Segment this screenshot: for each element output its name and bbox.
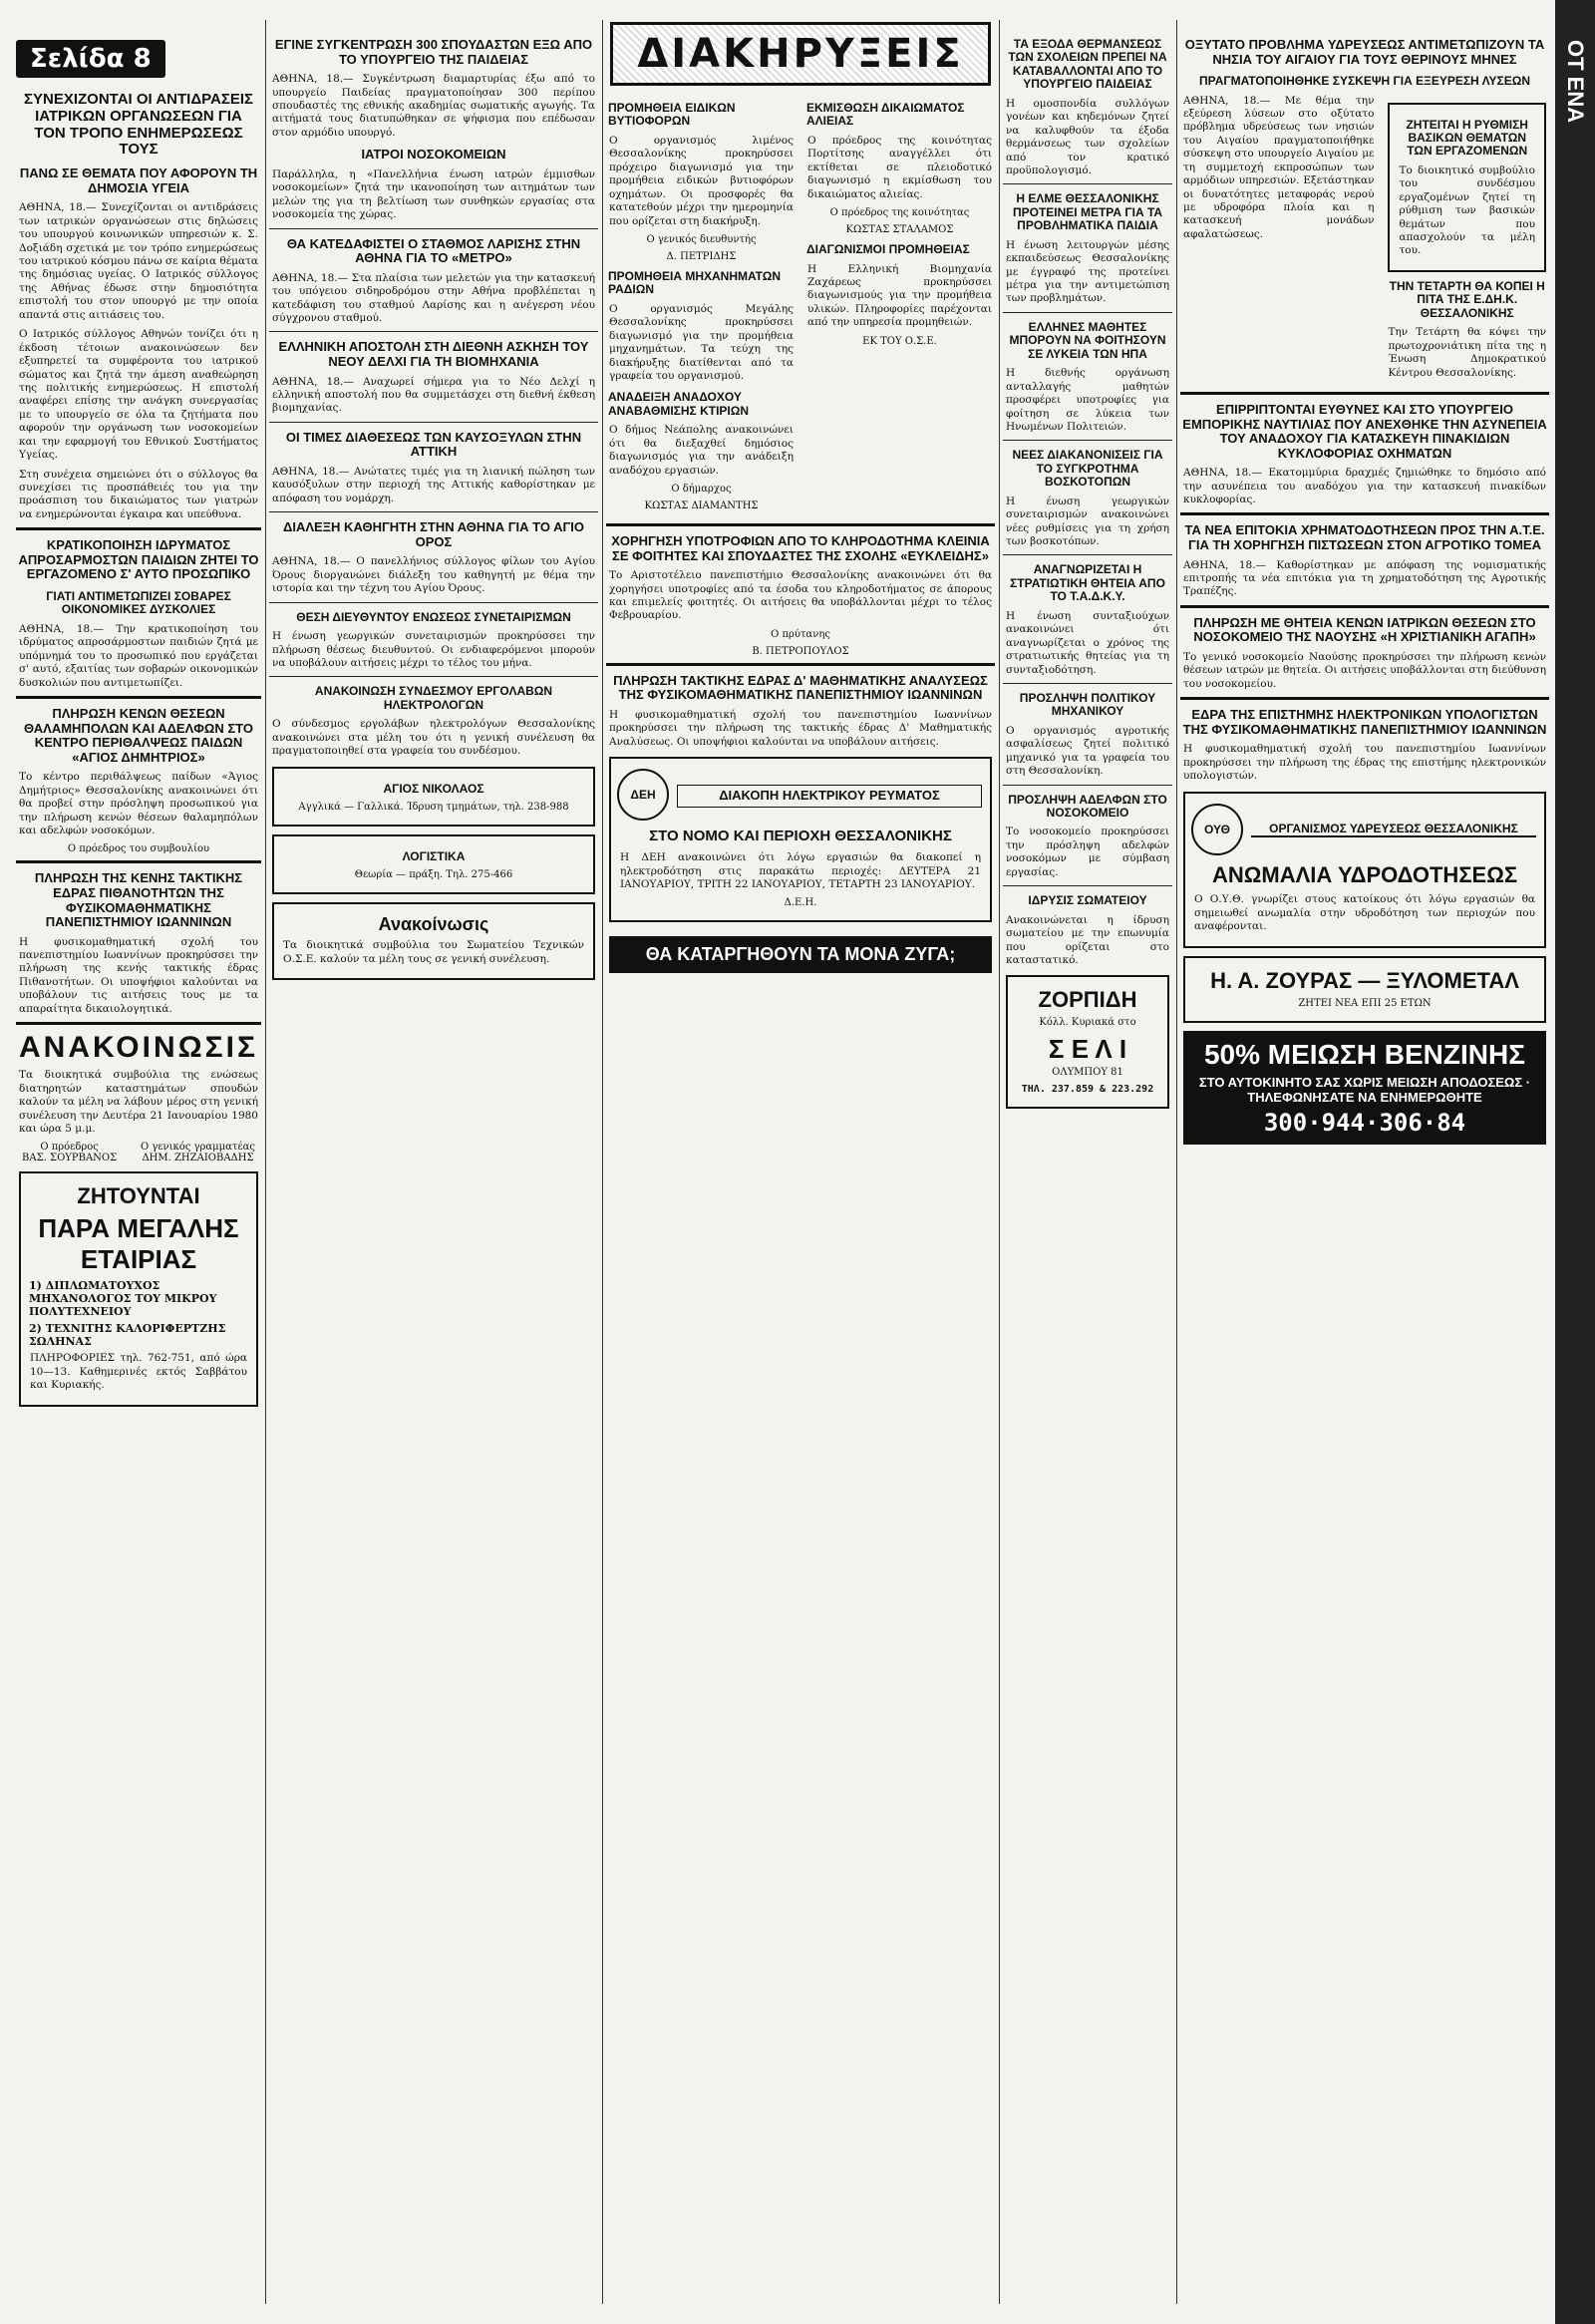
article-body: ΑΘΗΝΑ, 18.— Ο πανελλήνιος σύλλογος φίλων του Αγίου Όρους διοργανώνει διάλεξη του καθηγητή με θέμα την ιστορία και την τέχνη του Αγίου Όρους. — [272, 555, 595, 595]
divider — [1003, 554, 1172, 555]
divider — [1180, 697, 1549, 700]
article-headline: ΟΙ ΤΙΜΕΣ ΔΙΑΘΕΣΕΩΣ ΤΩΝ ΚΑΥΣΟΞΥΛΩΝ ΣΤΗΝ ΑΤΤΙΚΗ — [285, 429, 582, 460]
column-1 — [16, 0, 261, 2324]
article-headline: ΕΛΛΗΝΕΣ ΜΑΘΗΤΕΣ ΜΠΟΡΟΥΝ ΝΑ ΦΟΙΤΗΣΟΥΝ ΣΕ ΛΥΚΕΙΑ ΤΩΝ ΗΠΑ — [1009, 319, 1166, 361]
notice-body: Ο οργανισμός λιμένος Θεσσαλονίκης προκηρύσσει πρόχειρο διαγωνισμό για την προμήθεια ειδικών βυτιοφόρων οχημάτων. Οι προσφορές θα κατατεθούν μέχρι την ημερομηνία που ορίζεται στη διακήρυξη. — [609, 134, 794, 227]
declarations-grid — [606, 94, 995, 517]
article-body: Η ένωση συνταξιούχων ανακοινώνει ότι αναγνωρίζεται ο χρόνος της στρατιωτικής θητείας για τη συνταξιοδότηση. — [1006, 609, 1169, 676]
sig-right-title: Ο γενικός γραμματέας — [140, 1142, 255, 1154]
divider — [16, 860, 261, 863]
notice-headline: ΠΡΟΜΗΘΕΙΑ ΕΙΔΙΚΩΝ ΒΥΤΙΟΦΟΡΩΝ — [608, 101, 736, 129]
divider — [606, 523, 995, 526]
divider — [269, 676, 598, 677]
page-label: Σελίδα 8 — [16, 40, 165, 78]
sidebar-box — [1388, 103, 1546, 272]
ad-body: ΖΗΤΕΙ ΝΕΑ ΕΠΙ 25 ΕΤΩΝ — [1298, 997, 1432, 1009]
article-headline: Η ΕΛΜΕ ΘΕΣΣΑΛΟΝΙΚΗΣ ΠΡΟΤΕΙΝΕΙ ΜΕΤΡΑ ΓΙΑ ΤΑ ΠΡΟΒΛΗΜΑΤΙΚΑ ΠΑΙΔΙΑ — [1012, 191, 1163, 233]
oyth-logo-icon: ΟΥΘ — [1191, 804, 1243, 855]
column-rule — [602, 20, 603, 2304]
column-3 — [606, 0, 995, 2324]
lead-body-3: Στη συνέχεια σημειώνει ότι ο σύλλογος θα συνεχίσει τις προσπάθειές του για την προάσπιση του δικαιώματος των γιατρών να ενημερώνονται έγκαιρα και υπεύθυνα. — [19, 468, 258, 520]
article-subheadline: ΠΡΑΓΜΑΤΟΠΟΙΗΘΗΚΕ ΣΥΣΚΕΨΗ ΓΙΑ ΕΞΕΥΡΕΣΗ ΛΥΣΕΩΝ — [1198, 74, 1530, 89]
article-headline: ΔΙΑΛΕΞΗ ΚΑΘΗΓΗΤΗ ΣΤΗΝ ΑΘΗΝΑ ΓΙΑ ΤΟ ΑΓΙΟ ΟΡΟΣ — [283, 519, 584, 549]
signature-name: ΚΩΣΤΑΣ ΔΙΑΜΑΝΤΗΣ — [644, 500, 759, 512]
sig-right-name: ΔΗΜ. ΖΗΖΑΙΟΒΑΔΗΣ — [142, 1153, 254, 1164]
announcement-signatures — [22, 1142, 255, 1163]
article-subheadline: ΓΙΑΤΙ ΑΝΤΙΜΕΤΩΠΙΖΕΙ ΣΟΒΑΡΕΣ ΟΙΚΟΝΟΜΙΚΕΣ ΔΥΣΚΟΛΙΕΣ — [46, 588, 231, 617]
fuel-ad — [1183, 1031, 1546, 1145]
article-body: Το γενικό νοσοκομείο Ναούσης προκηρύσσει την πλήρωση κενών θέσεων ιατρών με θητεία. Οι αιτήσεις υποβάλλονται στη διεύθυνση του νοσοκομείου. — [1183, 650, 1546, 690]
divider — [269, 228, 598, 229]
lead-subheadline: ΠΑΝΩ ΣΕ ΘΕΜΑΤΑ ΠΟΥ ΑΦΟΡΟΥΝ ΤΗ ΔΗΜΟΣΙΑ ΥΓΕΙΑ — [19, 166, 258, 195]
small-ad — [272, 834, 595, 894]
article-headline: ΤΑ ΝΕΑ ΕΠΙΤΟΚΙΑ ΧΡΗΜΑΤΟΔΟΤΗΣΕΩΝ ΠΡΟΣ ΤΗΝ Α.Τ.Ε. ΓΙΑ ΤΗ ΧΟΡΗΓΗΣΗ ΠΙΣΤΩΣΕΩΝ ΣΤΟΝ ΑΓΡΟΤΙΚΟ ΤΟΜΕΑ — [1184, 522, 1545, 553]
ad-phone: 300·944·306·84 — [1263, 1108, 1466, 1137]
article-headline: ΘΕΣΗ ΔΙΕΥΘΥΝΤΟΥ ΕΝΩΣΕΩΣ ΣΥΝΕΤΑΙΡΙΣΜΩΝ — [296, 609, 571, 624]
article-headline: ΠΛΗΡΩΣΗ ΤΗΣ ΚΕΝΗΣ ΤΑΚΤΙΚΗΣ ΕΔΡΑΣ ΠΙΘΑΝΟΤΗΤΩΝ ΤΗΣ ΦΥΣΙΚΟΜΑΘΗΜΑΤΙΚΗΣ ΠΑΝΕΠΙΣΤΗΜΙΟΥ ΙΩΑΝΝΙΝΩΝ — [34, 870, 243, 930]
signature: Ο πρόεδρος της κοινότητας — [829, 207, 970, 219]
article-body: Το κέντρο περιθάλψεως παίδων «Άγιος Δημήτριος» Θεσσαλονίκης ανακοινώνει ότι θα προβεί στην πρόσληψη προσωπικού για την πλήρωση κενών θέσεων θαλαμηπόλων και αδελφών νοσοκόμων. — [19, 771, 258, 836]
divider — [16, 1022, 261, 1025]
ad-headline: ΛΟΓΙΣΤΙΚΑ — [402, 849, 466, 864]
signature: ΕΚ ΤΟΥ Ο.Σ.Ε. — [862, 335, 937, 347]
article-headline: ΠΡΟΣΛΗΨΗ ΑΔΕΛΦΩΝ ΣΤΟ ΝΟΣΟΚΟΜΕΙΟ — [1008, 792, 1167, 820]
article-headline: ΟΞΥΤΑΤΟ ΠΡΟΒΛΗΜΑ ΥΔΡΕΥΣΕΩΣ ΑΝΤΙΜΕΤΩΠΙΖΟΥΝ ΤΑ ΝΗΣΙΑ ΤΟΥ ΑΙΓΑΙΟΥ ΓΙΑ ΤΟΥΣ ΘΕΡΙΝΟΥΣ ΜΗΝΕΣ — [1184, 37, 1545, 67]
signature-name: ΚΩΣΤΑΣ ΣΤΑΛΑΜΟΣ — [845, 224, 954, 236]
article-headline: ΘΑ ΚΑΤΕΔΑΦΙΣΤΕΙ Ο ΣΤΑΘΜΟΣ ΛΑΡΙΣΗΣ ΣΤΗΝ ΑΘΗΝΑ ΓΙΑ ΤΟ «ΜΕΤΡΟ» — [286, 235, 581, 266]
ad-title: ΖΗΤΟΥΝΤΑΙ — [77, 1183, 200, 1209]
article-headline: ΤΑ ΕΞΟΔΑ ΘΕΡΜΑΝΣΕΩΣ ΤΩΝ ΣΧΟΛΕΙΩΝ ΠΡΕΠΕΙ ΝΑ ΚΑΤΑΒΑΛΛΟΝΤΑΙ ΑΠΟ ΤΟ ΥΠΟΥΡΓΕΙΟ ΠΑΙΔΕΙΑΣ — [1008, 37, 1167, 92]
article-body: Η ομοσπονδία συλλόγων γονέων και κηδεμόνων ζητεί να καλυφθούν τα έξοδα θερμάνσεως των σχολείων από τον κρατικό προϋπολογισμό. — [1006, 97, 1169, 176]
signature: Ο πρόεδρος του συμβουλίου — [67, 843, 210, 855]
article-headline: ΠΡΟΣΛΗΨΗ ΠΟΛΙΤΙΚΟΥ ΜΗΧΑΝΙΚΟΥ — [1019, 690, 1156, 719]
divider — [269, 331, 598, 332]
ad-body: Θεωρία — πράξη. Τηλ. 275-466 — [354, 869, 513, 881]
divider — [1003, 785, 1172, 786]
signature: Δ.Ε.Η. — [784, 897, 817, 909]
article-body: Την Τετάρτη θα κόψει την πρωτοχρονιάτικη πίτα της η Ένωση Δημοκρατικού Κέντρου Θεσσαλονίκης. — [1388, 326, 1546, 379]
article-body: ΑΘΗΝΑ, 18.— Εκατομμύρια δραχμές ζημιώθηκε το δημόσιο από την ασυνέπεια του αναδόχου για την κατασκευή πινακίδων κυκλοφορίας. — [1183, 467, 1546, 506]
divider — [16, 527, 261, 530]
column-rule — [999, 20, 1000, 2304]
deh-logo-icon: ΔΕΗ — [617, 769, 669, 821]
notice-label: ΔΙΑΚΟΠΗ ΗΛΕΚΤΡΙΚΟΥ ΡΕΥΜΑΤΟΣ — [677, 785, 982, 808]
article-headline: ΑΝΑΓΝΩΡΙΖΕΤΑΙ Η ΣΤΡΑΤΙΩΤΙΚΗ ΘΗΤΕΙΑ ΑΠΟ ΤΟ Τ.Α.Δ.Κ.Υ. — [1010, 562, 1165, 604]
article-body: ΑΘΗΝΑ, 18.— Την κρατικοποίηση του ιδρύματος απροσάρμοστων παιδιών ζητά με υπόμνημά του το προσωπικό που εργάζεται σ' αυτό, εξαιτίας των σοβαρών οικονομικών δυσκολιών που αντιμετωπίζει. — [19, 622, 258, 689]
ad-info: ΠΛΗΡΟΦΟΡΙΕΣ τηλ. 762-751, από ώρα 10—13. Καθημερινές εκτός Σαββάτου και Κυριακής. — [30, 1352, 247, 1392]
article-body: ΑΘΗΝΑ, 18.— Αναχωρεί σήμερα για το Νέο Δελχί η ελληνική αποστολή που θα συμμετάσχει στη διεθνή έκθεση βιομηχανίας. — [272, 375, 595, 415]
power-outage-notice — [609, 757, 992, 922]
divider — [1180, 512, 1549, 515]
notice-body: Ο οργανισμός Μεγάλης Θεσσαλονίκης προκηρύσσει διαγωνισμό για την προμήθεια μηχανημάτων. Τα τεύχη της διακήρυξης διατίθενται από τα γραφεία του οργανισμού. — [609, 302, 794, 382]
article-body: Η ένωση γεωργικών συνεταιρισμών προκηρύσσει την πλήρωση θέσεως διευθυντού. Οι ενδιαφερόμενοι μπορούν να υποβάλουν αιτήσεις μέχρι το τέλος του μήνα. — [272, 630, 595, 669]
ad-headline: ΠΑΡΑ ΜΕΓΑΛΗΣ ΕΤΑΙΡΙΑΣ — [38, 1213, 239, 1275]
article-body: ΑΘΗΝΑ, 18.— Καθορίστηκαν με απόφαση της νομισματικής επιτροπής τα νέα επιτόκια για τη χρηματοδότηση της Αγροτικής Τραπέζης. — [1183, 558, 1546, 598]
lead-body: ΑΘΗΝΑ, 18.— Συνεχίζονται οι αντιδράσεις των ιατρικών οργανώσεων στις δηλώσεις του υπουργού κοινωνικών υπηρεσιών κ. Σ. Δοξιάδη σχετικά με τον τρόπο ενημερώσεως του ιατρικού κόσμου πάνω σε καίρια θέματα της δημόσιας υγείας. Ο Ιατρικός σύλλογος της Αθήνας έδωσε στην δημοσιότητα επιστολή του στον υπουργό με την οποία απαντά στις αιτιάσεις του. — [19, 201, 258, 321]
article-body: Η φυσικομαθηματική σχολή του πανεπιστημίου Ιωαννίνων προκηρύσσει την πλήρωση της τακτικής έδρας Δ' Μαθηματικής Αναλύσεως. Οι υποψήφιοι καλούνται να υποβάλουν αιτήσεις. — [609, 709, 992, 748]
water-notice — [1183, 792, 1546, 948]
article-headline: ΑΝΑΚΟΙΝΩΣΗ ΣΥΝΔΕΣΜΟΥ ΕΡΓΟΛΑΒΩΝ ΗΛΕΚΤΡΟΛΟΓΩΝ — [314, 684, 553, 712]
column-rule — [265, 20, 266, 2304]
lead-body-2: Ο Ιατρικός σύλλογος Αθηνών τονίζει ότι η έκδοση τέτοιων ανακοινώσεων δεν εξυπηρετεί τα συμφέροντα του ιατρικού σώματος και ζητά την άμεση αναθεώρηση της πολιτικής ενημερώσεως. Η επιστολή αναφέρει επίσης την ανάγκη συνεργασίας με το υπουργείο σε όλα τα ζητήματα που αφορούν την οργάνωση των νοσοκομείων και την εφαρμογή του Εθνικού Συστήματος Υγείας. — [19, 328, 258, 462]
article-headline: ΕΔΡΑ ΤΗΣ ΕΠΙΣΤΗΜΗΣ ΗΛΕΚΤΡΟΝΙΚΩΝ ΥΠΟΛΟΓΙΣΤΩΝ ΤΗΣ ΦΥΣΙΚΟΜΑΘΗΜΑΤΙΚΗΣ ΠΑΝΕΠΙΣΤΗΜΙΟΥ ΙΩΑΝΝΙΝΩΝ — [1182, 707, 1547, 737]
section-banner: ΔΙΑΚΗΡΥΞΕΙΣ — [610, 22, 991, 86]
divider — [1003, 885, 1172, 886]
announcement-title: ΑΝΑΚΟΙΝΩΣΙΣ — [18, 1031, 258, 1065]
article-headline: ΧΟΡΗΓΗΣΗ ΥΠΟΤΡΟΦΙΩΝ ΑΠΟ ΤΟ ΚΛΗΡΟΔΟΤΗΜΑ ΚΛΕΙΝΙΑ ΣΕ ΦΟΙΤΗΤΕΣ ΚΑΙ ΣΠΟΥΔΑΣΤΕΣ ΤΗΣ ΣΧΟΛΗΣ «ΕΥΚΛΕΙΔΗΣ» — [611, 533, 990, 563]
article-headline: ΝΕΕΣ ΔΙΑΚΑΝΟΝΙΣΕΙΣ ΓΙΑ ΤΟ ΣΥΓΚΡΟΤΗΜΑ ΒΟΣΚΟΤΟΠΩΝ — [1012, 448, 1163, 490]
notice-headline: ΠΡΟΜΗΘΕΙΑ ΜΗΧΑΝΗΜΑΤΩΝ ΡΑΔΙΩΝ — [608, 268, 782, 297]
article-headline: ΠΛΗΡΩΣΗ ΤΑΚΤΙΚΗΣ ΕΔΡΑΣ Δ' ΜΑΘΗΜΑΤΙΚΗΣ ΑΝΑΛΥΣΕΩΣ ΤΗΣ ΦΥΣΙΚΟΜΑΘΗΜΑΤΙΚΗΣ ΠΑΝΕΠΙΣΤΗΜΙΟΥ ΙΩΑΝΝΙΝΩΝ — [613, 672, 988, 703]
announcement-body: Τα διοικητικά συμβούλια της ενώσεως διατηρητών καταστημάτων σπουδών καλούν τα μέλη να λάβουν μέρος στη γενική συνέλευση την Δευτέρα 21 Ιανουαρίου 1980 και ώρα 5 μ.μ. — [19, 1069, 258, 1135]
notice-headline: ΔΙΑΓΩΝΙΣΜΟΙ ΠΡΟΜΗΘΕΙΑΣ — [806, 242, 970, 257]
column-5 — [1180, 0, 1549, 2324]
ad-body: Αγγλικά — Γαλλικά. Ίδρυση τμημάτων, τηλ. 238-988 — [298, 802, 569, 814]
article-body: Ο οργανισμός αγροτικής ασφαλίσεως ζητεί πολιτικό μηχανικό για τα γραφεία του στη Θεσσαλονίκη. — [1006, 724, 1169, 778]
divider — [16, 696, 261, 699]
ad-street: ΟΛΥΜΠΟΥ 81 — [1052, 1067, 1123, 1079]
ad-item: 2) ΤΕΧΝΙΤΗΣ ΚΑΛΟΡΙΦΕΡΤΖΗΣ ΣΩΛΗΝΑΣ — [29, 1322, 226, 1349]
small-ad — [272, 902, 595, 980]
notice-body: Ο πρόεδρος της κοινότητας Πορτίτσης αναγγέλλει ότι εκτίθεται σε πλειοδοτικό διαγωνισμό η εκμίσθωση του δικαιώματος αλιείας. — [807, 134, 992, 200]
article-headline: ΕΛΛΗΝΙΚΗ ΑΠΟΣΤΟΛΗ ΣΤΗ ΔΙΕΘΝΗ ΑΣΚΗΣΗ ΤΟΥ ΝΕΟΥ ΔΕΛΧΙ ΓΙΑ ΤΗ ΒΙΟΜΗΧΑΝΙΑ — [278, 339, 589, 369]
divider — [269, 422, 598, 423]
notice-body: Η ΔΕΗ ανακοινώνει ότι λόγω εργασιών θα διακοπεί η ηλεκτροδότηση στις παρακάτω περιοχές: ΔΕΥΤΕΡΑ 21 ΙΑΝΟΥΑΡΙΟΥ, ΤΡΙΤΗ 22 ΙΑΝΟΥΑΡΙΟΥ, ΤΕΤΑΡΤΗ 23 ΙΑΝΟΥΑΡΙΟΥ. — [620, 851, 981, 890]
article-body: Παράλληλα, η «Πανελλήνια ένωση ιατρών έμμισθων νοσοκομείων» ζητά την ικανοποίηση των αιτημάτων των μελών της για τη βελτίωση των συνθηκών εργασίας στα νοσοκομεία της χώρας. — [272, 167, 595, 221]
adjacent-page-edge — [1555, 0, 1595, 2324]
article-headline: ΕΓΙΝΕ ΣΥΓΚΕΝΤΡΩΣΗ 300 ΣΠΟΥΔΑΣΤΩΝ ΕΞΩ ΑΠΟ ΤΟ ΥΠΟΥΡΓΕΙΟ ΤΗΣ ΠΑΙΔΕΙΑΣ — [274, 37, 593, 67]
signature: Ο δήμαρχος — [671, 484, 732, 496]
ad-phone: ΤΗΛ. 237.859 & 223.292 — [1021, 1084, 1154, 1096]
article-body: Το Αριστοτέλειο πανεπιστήμιο Θεσσαλονίκης ανακοινώνει ότι θα χορηγήσει υποτροφίες από τα έσοδα του κληροδοτήματος σε άπορους και επιμελείς φοιτητές. Οι αιτήσεις θα υποβάλλονται μέχρι το τέλος Φεβρουαρίου. — [609, 569, 992, 622]
article-headline: ΚΡΑΤΙΚΟΠΟΙΗΣΗ ΙΔΡΥΜΑΤΟΣ ΑΠΡΟΣΑΡΜΟΣΤΩΝ ΠΑΙΔΙΩΝ ΖΗΤΕΙ ΤΟ ΕΡΓΑΖΟΜΕΝΟ Σ' ΑΥΤΟ ΠΡΟΣΩΠΙΚΟ — [18, 537, 259, 582]
sidebar-headline: ΖΗΤΕΙΤΑΙ Η ΡΥΘΜΙΣΗ ΒΑΣΙΚΩΝ ΘΕΜΑΤΩΝ ΤΩΝ ΕΡΓΑΖΟΜΕΝΩΝ — [1406, 117, 1528, 159]
notice-headline: ΕΚΜΙΣΘΩΣΗ ΔΙΚΑΙΩΜΑΤΟΣ ΑΛΙΕΙΑΣ — [806, 101, 965, 129]
divider — [1003, 183, 1172, 184]
column-4 — [1003, 0, 1172, 2324]
divider — [1180, 392, 1549, 395]
article-body: ΑΘΗΝΑ, 18.— Συγκέντρωση διαμαρτυρίας έξω από το υπουργείο Παιδείας πραγματοποίησαν 300 περίπου σπουδαστές της εθνικής ακαδημίας σωματικής αγωγής. Τα αιτήματά τους διατυπώθηκαν σε ψήφισμα που επέδωσαν στον αρμόδιο υπουργό. — [272, 73, 595, 139]
article-body: ΑΘΗΝΑ, 18.— Ανώτατες τιμές για τη λιανική πώληση των καυσόξυλων στην περιοχή της Αττικής καθορίστηκαν με απόφαση του νομάρχη. — [272, 465, 595, 504]
sig-left-name: ΒΑΣ. ΣΟΥΡΒΑΝΟΣ — [22, 1153, 118, 1164]
ad-body: ΣΤΟ ΑΥΤΟΚΙΝΗΤΟ ΣΑΣ ΧΩΡΙΣ ΜΕΙΩΣΗ ΑΠΟΔΟΣΕΩΣ · ΤΗΛΕΦΩΝΗΣΑΤΕ ΝΑ ΕΝΗΜΕΡΩΘΗΤΕ — [1198, 1074, 1531, 1105]
article-body: Η φυσικομαθηματική σχολή του πανεπιστημίου Ιωαννίνων προκηρύσσει την πλήρωση της έδρας της επιστήμης ηλεκτρονικών υπολογιστών. — [1183, 743, 1546, 783]
ad-sub: Κόλλ. Κυριακά στο — [1039, 1017, 1136, 1029]
signature: Ο πρύτανης — [771, 628, 830, 640]
signature-name: Δ. ΠΕΤΡΙΔΗΣ — [666, 250, 737, 262]
notice-body: Ο Ο.Υ.Θ. γνωρίζει στους κατοίκους ότι λόγω εργασιών θα σημειωθεί ανωμαλία στην υδροδότηση των περιοχών που αναφέρονται. — [1194, 893, 1535, 933]
ad-body: Τα διοικητικά συμβούλια του Σωματείου Τεχνικών Ο.Σ.Ε. καλούν τα μέλη τους σε γενική συνέλευση. — [283, 939, 584, 965]
small-ad — [272, 767, 595, 827]
divider — [1180, 605, 1549, 608]
article-body: Η ένωση λειτουργών μέσης εκπαιδεύσεως Θεσσαλονίκης με έγγραφό της προτείνει μέτρα για την αντιμετώπιση των προβλημάτων. — [1006, 238, 1169, 305]
classified-ad — [19, 1171, 258, 1406]
ad-headline: Ανακοίνωσις — [378, 914, 489, 935]
ad-item: 1) ΔΙΠΛΩΜΑΤΟΥΧΟΣ ΜΗΧΑΝΟΛΟΓΟΣ ΤΟΥ ΜΙΚΡΟΥ ΠΟΛΥΤΕΧΝΕΙΟΥ — [29, 1279, 217, 1319]
lead-headline: ΣΥΝΕΧΙΖΟΝΤΑΙ ΟΙ ΑΝΤΙΔΡΑΣΕΙΣ ΙΑΤΡΙΚΩΝ ΟΡΓΑΝΩΣΕΩΝ ΓΙΑ ΤΟΝ ΤΡΟΠΟ ΕΝΗΜΕΡΩΣΕΩΣ ΤΟΥΣ — [23, 91, 254, 159]
notice-body: Η Ελληνική Βιομηχανία Ζαχάρεως προκηρύσσει διαγωνισμούς για την προμήθεια υλικών. Πληροφορίες παρέχονται από την υπηρεσία προμηθειών. — [807, 262, 992, 329]
ad-name: ΖΟΡΠΙΔΗ — [1038, 987, 1137, 1013]
article-body: Η διεθνής οργάνωση ανταλλαγής μαθητών προσφέρει υποτροφίες για φοίτηση σε λύκεια των Ηνωμένων Πολιτειών. — [1006, 367, 1169, 433]
divider — [1003, 440, 1172, 441]
sidebar-body: Το διοικητικό συμβούλιο του συνδέσμου εργαζομένων ζητεί τη ρύθμιση των βασικών θεμάτων που απασχολούν τα μέλη του. — [1399, 164, 1535, 257]
divider — [1003, 683, 1172, 684]
article-body: Η φυσικομαθηματική σχολή του πανεπιστημίου Ιωαννίνων προκηρύσσει την πλήρωση της κενής τακτικής έδρας Πιθανοτήτων. Οι υποψήφιοι καλούνται να υποβάλουν τις αιτήσεις τους με τα απαραίτητα δικαιολογητικά. — [19, 935, 258, 1015]
article-headline: ΙΑΤΡΟΙ ΝΟΣΟΚΟΜΕΙΩΝ — [361, 147, 506, 163]
display-ad — [1006, 975, 1169, 1109]
article-headline: ΙΔΡΥΣΙΣ ΣΩΜΑΤΕΙΟΥ — [1028, 893, 1147, 908]
article-body: Ο σύνδεσμος εργολάβων ηλεκτρολόγων Θεσσαλονίκης ανακοινώνει στα μέλη του ότι η γενική συνέλευση θα πραγματοποιηθεί στα γραφεία του συνδέσμου. — [272, 718, 595, 758]
article-headline: ΕΠΙΡΡΙΠΤΟΝΤΑΙ ΕΥΘΥΝΕΣ ΚΑΙ ΣΤΟ ΥΠΟΥΡΓΕΙΟ ΕΜΠΟΡΙΚΗΣ ΝΑΥΤΙΛΙΑΣ ΠΟΥ ΑΝΕΧΘΗΚΕ ΤΗΝ ΑΣΥΝΕΠΕΙΑ ΤΟΥ ΑΝΑΔΟΧΟΥ ΓΙΑ ΚΑΤΑΣΚΕΥΗ ΠΙΝΑΚΙΔΙΩΝ ΚΥΚΛΟΦΟΡΙΑΣ ΟΧΗΜΑΤΩΝ — [1182, 401, 1547, 461]
article-headline: ΠΛΗΡΩΣΗ ΚΕΝΩΝ ΘΕΣΕΩΝ ΘΑΛΑΜΗΠΟΛΩΝ ΚΑΙ ΑΔΕΛΦΩΝ ΣΤΟ ΚΕΝΤΡΟ ΠΕΡΙΘΑΛΨΕΩΣ ΠΑΙΔΩΝ «ΑΓΙΟΣ ΔΗΜΗΤΡΙΟΣ» — [24, 706, 253, 765]
article-body: ΑΘΗΝΑ, 18.— Στα πλαίσια των μελετών για την κατασκευή του υπόγειου σιδηροδρόμου στην Αθήνα προβλέπεται η κατεδάφιση του σταθμού Λαρίσης και η ανέγερση νέου σύγχρονου σταθμού. — [272, 271, 595, 324]
divider — [269, 602, 598, 603]
notice-body: Ο δήμος Νεάπολης ανακοινώνει ότι θα διεξαχθεί δημόσιος διαγωνισμός για την ανάδειξη αναδόχου εργασιών. — [609, 424, 794, 477]
ad-headline: 50% ΜΕΙΩΣΗ ΒΕΝΖΙΝΗΣ — [1203, 1038, 1526, 1070]
divider — [606, 663, 995, 666]
article-body: Η ένωση γεωργικών συνεταιρισμών ανακοινώνει νέες ρυθμίσεις για τη χρήση των βοσκοτόπων. — [1006, 495, 1169, 547]
signature: Ο γενικός διευθυντής — [646, 233, 757, 245]
notice-headline: ΣΤΟ ΝΟΜΟ ΚΑΙ ΠΕΡΙΟΧΗ ΘΕΣΣΑΛΟΝΙΚΗΣ — [649, 828, 952, 845]
divider — [1003, 312, 1172, 313]
column-rule — [1176, 20, 1177, 2304]
notice-headline: ΑΝΑΔΕΙΞΗ ΑΝΑΔΟΧΟΥ ΑΝΑΒΑΘΜΙΣΗΣ ΚΤΙΡΙΩΝ — [608, 390, 750, 418]
notice-label: ΟΡΓΑΝΙΣΜΟΣ ΥΔΡΕΥΣΕΩΣ ΘΕΣΣΑΛΟΝΙΚΗΣ — [1251, 823, 1536, 837]
signature-name: Β. ΠΕΤΡΟΠΟΥΛΟΣ — [752, 645, 849, 657]
edge-text: ΟΤ ΕΝΑ — [1563, 40, 1588, 124]
ad-headline: Η. Α. ΖΟΥΡΑΣ — ΞΥΛΟΜΕΤΑΛ — [1210, 967, 1519, 993]
article-body: Το νοσοκομείο προκηρύσσει την πρόσληψη αδελφών νοσοκόμων με σύμβαση εργασίας. — [1006, 826, 1169, 878]
footer-headline-box: ΘΑ ΚΑΤΑΡΓΗΘΟΥΝ ΤΑ ΜΟΝΑ ΖΥΓΑ; — [609, 936, 992, 973]
notice-headline: ΑΝΩΜΑΛΙΑ ΥΔΡΟΔΟΤΗΣΕΩΣ — [1211, 861, 1518, 887]
article-headline: ΠΛΗΡΩΣΗ ΜΕ ΘΗΤΕΙΑ ΚΕΝΩΝ ΙΑΤΡΙΚΩΝ ΘΕΣΕΩΝ ΣΤΟ ΝΟΣΟΚΟΜΕΙΟ ΤΗΣ ΝΑΟΥΣΗΣ «Η ΧΡΙΣΤΙΑΝΙΚΗ ΑΓΑΠΗ» — [1193, 614, 1536, 645]
sig-left-title: Ο πρόεδρος — [40, 1142, 99, 1154]
ad-headline: ΑΓΙΟΣ ΝΙΚΟΛΑΟΣ — [383, 781, 484, 796]
article-body: ΑΘΗΝΑ, 18.— Με θέμα την εξεύρεση λύσεων στο οξύτατο πρόβλημα υδρεύσεως των νησιών του Αιγαίου πραγματοποιήθηκε σύσκεψη στο υπουργείο Αιγαίου με τη συμμετοχή εκπροσώπων των αρμόδιων υπηρεσιών. Εξετάστηκαν οι δυνατότητες μεταφοράς νερού με υδροφόρα πλοία και η κατασκευή μονάδων αφαλατώσεως. — [1183, 94, 1375, 240]
divider — [269, 511, 598, 512]
article-headline: ΤΗΝ ΤΕΤΑΡΤΗ ΘΑ ΚΟΠΕΙ Η ΠΙΤΑ ΤΗΣ Ε.ΔΗ.Κ. ΘΕΣΣΑΛΟΝΙΚΗΣ — [1389, 278, 1545, 320]
article-body: Ανακοινώνεται η ίδρυση σωματείου με την επωνυμία που ορίζεται στο καταστατικό. — [1006, 913, 1169, 966]
column-2 — [269, 0, 598, 2324]
ad-main: Σ Ε Λ Ι — [1048, 1034, 1127, 1065]
display-ad — [1183, 956, 1546, 1023]
